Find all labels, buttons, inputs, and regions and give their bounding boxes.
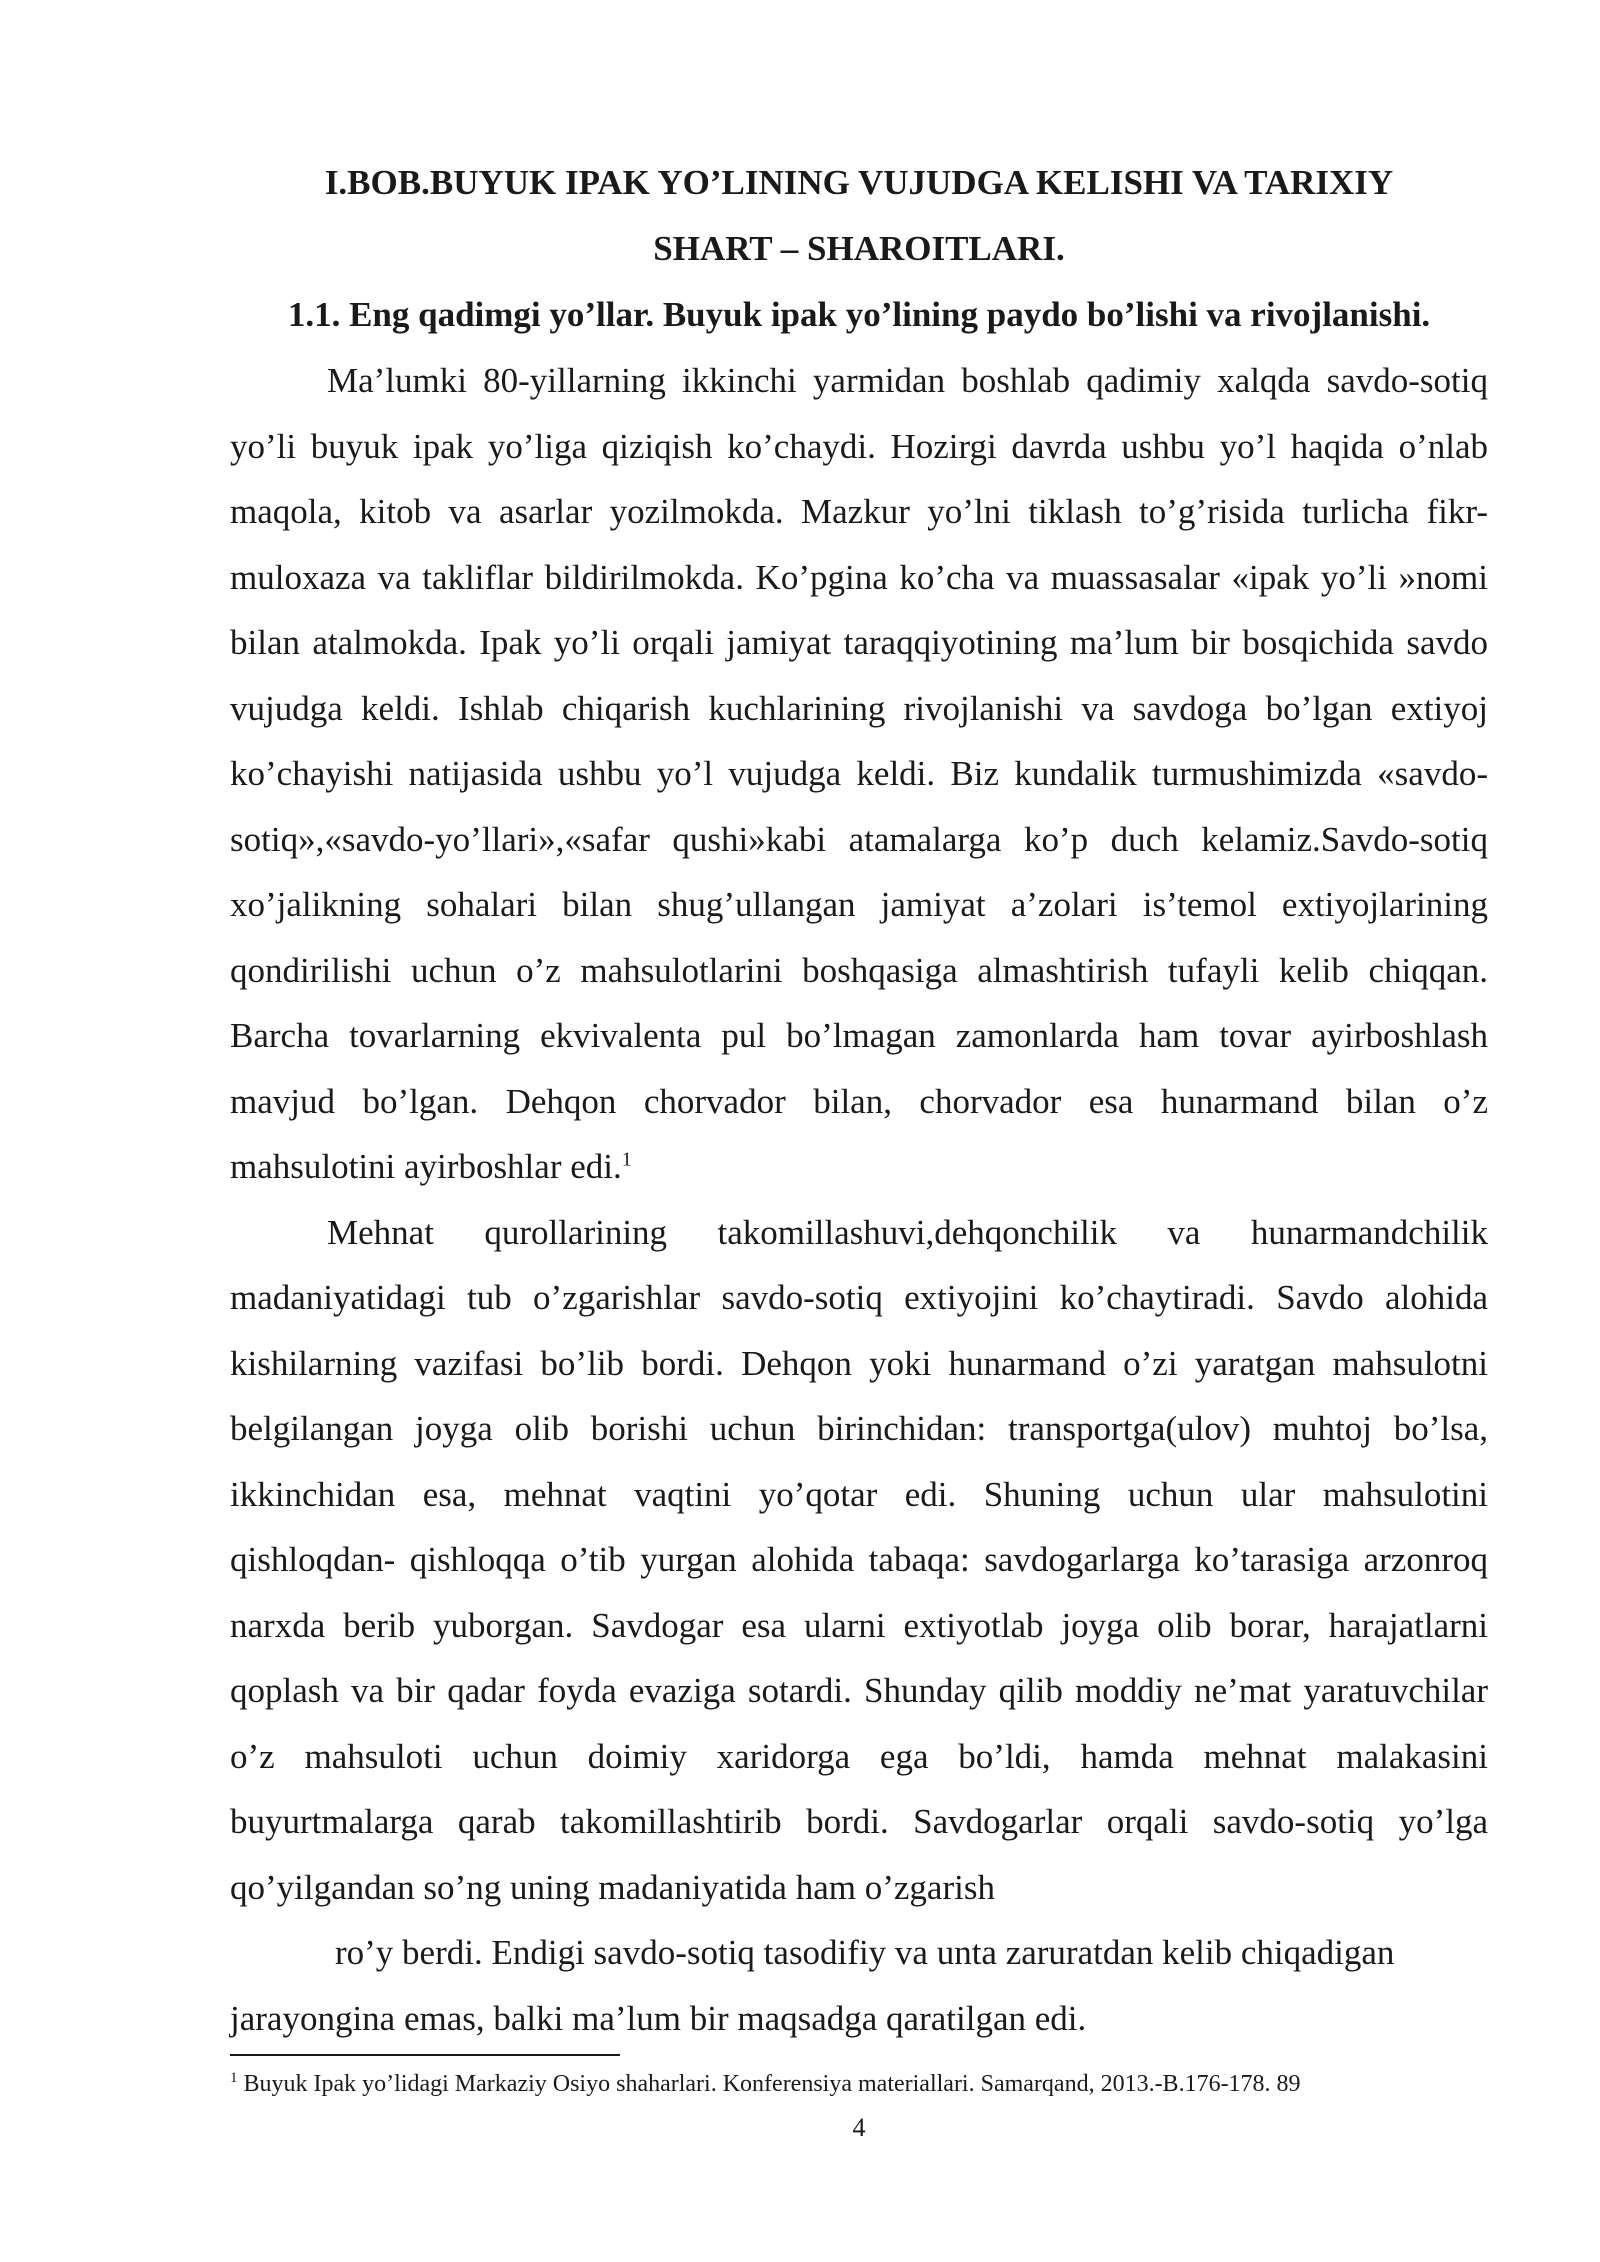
footnote-separator bbox=[230, 2054, 620, 2056]
paragraph-1-text: Ma’lumki 80-yillarning ikkinchi yarmidan boshlab qadimiy xalqda savdo-sotiq yo’li buyuk ipak yo’liga qiziqish ko’chaydi. Hozirgi davrda ushbu yo’l haqida o’nlab maqola, kitob va asarlar yozilmokda. Mazkur yo’lni tiklash to’g’risida turlicha fikr-muloxaza va takliflar bildirilmokda. Ko’pgina ko’cha va muassasalar «ipak yo’li »nomi bilan atalmokda. Ipak yo’li orqali jamiyat taraqqiyotining ma’lum bir bosqichida savdo vujudga keldi. Ishlab chiqarish kuchlarining rivojlanishi va savdoga bo’lgan extiyoj ko’chayishi natijasida ushbu yo’l vujudga keldi. Biz kundalik turmushimizda «savdo-sotiq»,«savdo-yo’llari»,«safar qushi»kabi atamalarga ko’p duch kelamiz.Savdo-sotiq xo’jalikning sohalari bilan shug’ullangan jamiyat a’zolari is’temol extiyojlarining qondirilishi uchun o’z mahsulotlarini boshqasiga almashtirish tufayli kelib chiqqan. Barcha tovarlarning ekvivalenta pul bo’lmagan zamonlarda ham tovar ayirboshlash mavjud bo’lgan. Dehqon chorvador bilan, chorvador esa hunarmand bilan o’z mahsulotini ayirboshlar edi. bbox=[230, 361, 1488, 1186]
footnote-marker: 1 bbox=[230, 2070, 238, 2086]
page-number: 4 bbox=[852, 2113, 866, 2142]
paragraph-1 bbox=[230, 348, 1488, 1200]
section-title: 1.1. Eng qadimgi yo’llar. Buyuk ipak yo’lining paydo bo’lishi va rivojlanishi. bbox=[287, 295, 1431, 334]
footnote-reference[interactable]: 1 bbox=[621, 1148, 632, 1171]
paragraph-2: Mehnat qurollarining takomillashuvi,dehqonchilik va hunarmandchilik madaniyatidagi tub o’zgarishlar savdo-sotiq extiyojini ko’chaytiradi. Savdo alohida kishilarning vazifasi bo’lib bordi. Dehqon yoki hunarmand o’zi yaratgan mahsulotni belgilangan joyga olib borishi uchun birinchidan: transportga(ulov) muhtoj bo’lsa, ikkinchidan esa, mehnat vaqtini yo’qotar edi. Shuning uchun ular mahsulotini qishloqdan- qishloqqa o’tib yurgan alohida tabaqa: savdogarlarga ko’tarasiga arzonroq narxda berib yuborgan. Savdogar esa ularni extiyotlab joyga olib borar, harajatlarni qoplash va bir qadar foyda evaziga sotardi. Shunday qilib moddiy ne’mat yaratuvchilar o’z mahsuloti uchun doimiy xaridorga ega bo’ldi, hamda mehnat malakasini buyurtmalarga qarab takomillashtirib bordi. Savdogarlar orqali savdo-sotiq yo’lga qo’yilgandan so’ng uning madaniyatida ham o’zgarish bbox=[230, 1212, 1488, 1907]
chapter-title-line-2: SHART – SHAROITLARI. bbox=[653, 229, 1065, 268]
document-page bbox=[230, 150, 1488, 2051]
paragraph-3: ro’y berdi. Endigi savdo-sotiq tasodifiy va unta zaruratdan kelib chiqadigan jarayongina emas, balki ma’lum bir maqsadga qaratilgan edi. bbox=[230, 1933, 1395, 2038]
footnote bbox=[230, 2068, 1301, 2100]
chapter-title-line-1: I.BOB.BUYUK IPAK YO’LINING VUJUDGA KELISHI VA TARIXIY bbox=[324, 163, 1394, 202]
footnote-text: Buyuk Ipak yo’lidagi Markaziy Osiyo shaharlari. Konferensiya materiallari. Samarqand, 2013.-B.176-178. 89 bbox=[237, 2071, 1301, 2097]
